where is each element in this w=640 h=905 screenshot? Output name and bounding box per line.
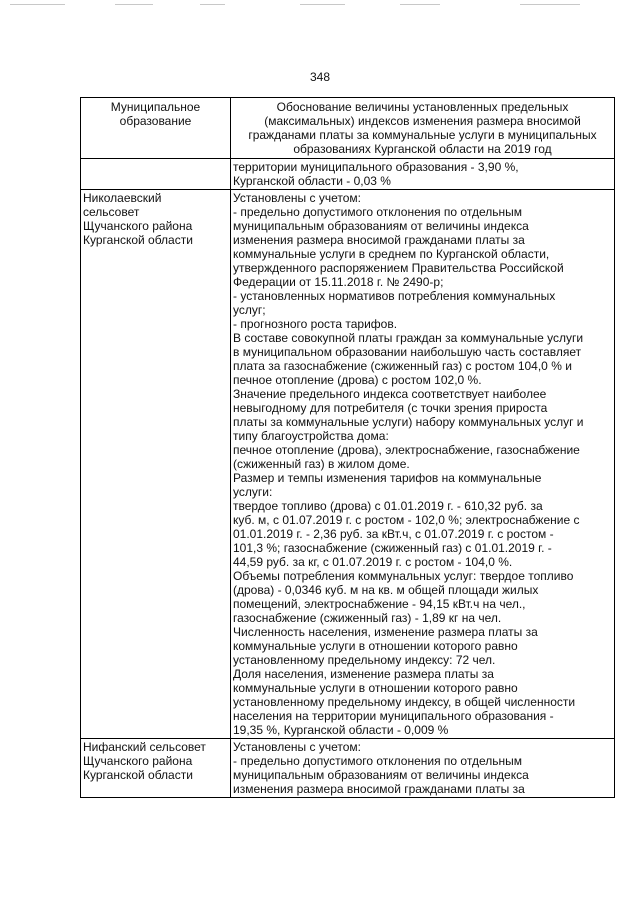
justification-cell xyxy=(231,159,615,190)
page-number: 348 xyxy=(309,70,331,84)
justification-line: 19,35 %, Курганской области - 0,009 % xyxy=(233,723,449,737)
municipality-cell xyxy=(81,190,231,739)
header-justification: Обоснование величины установленных предельных (максимальных) индексов изменения размера вносимой гражданами платы за коммунальные услуги в муниципальных образованиях Курганской области на 2019 год xyxy=(231,98,615,159)
justification-line: в муниципальном образовании наибольшую часть составляет xyxy=(233,345,582,359)
justification-line: (сжиженный газ) в жилом доме. xyxy=(233,457,410,471)
justification-line: плата за газоснабжение (сжиженный газ) с ростом 104,0 % и xyxy=(233,359,572,373)
justification-line: газоснабжение (сжиженный газ) - 1,89 кг на чел. xyxy=(233,611,502,625)
justification-line: коммунальные услуги в среднем по Курганской области, xyxy=(233,247,550,261)
justification-line: установленному предельному индексу: 72 чел. xyxy=(233,653,496,667)
justification-line: Федерации от 15.11.2018 г. № 2490-р; xyxy=(233,275,444,289)
justification-line: печное отопление (дрова), электроснабжение, газоснабжение xyxy=(233,443,580,457)
justification-line: Доля населения, изменение размера платы за xyxy=(233,667,494,681)
header-municipality: Муниципальное образование xyxy=(81,98,231,159)
justification-line: куб. м, с 01.07.2019 г. с ростом - 102,0 %; электроснабжение с xyxy=(233,513,580,527)
justification-line: - прогнозного роста тарифов. xyxy=(233,317,398,331)
justification-line: муниципальным образованиям от величины индекса xyxy=(233,219,529,233)
justification-line: Установлены с учетом: xyxy=(233,740,361,754)
scan-artifacts xyxy=(0,4,640,7)
justification-line: - предельно допустимого отклонения по отдельным xyxy=(233,754,522,768)
justification-line: муниципальным образованиям от величины индекса xyxy=(233,768,529,782)
municipality-line: Николаевский xyxy=(83,191,162,205)
justification-line: услуги: xyxy=(233,485,273,499)
justification-line: Объемы потребления коммунальных услуг: твердое топливо xyxy=(233,569,574,583)
justification-line: изменения размера вносимой гражданами платы за xyxy=(233,233,525,247)
table-row xyxy=(81,739,615,798)
justification-line: невыгодному для потребителя (с точки зрения прироста xyxy=(233,401,548,415)
justification-line: коммунальные услуги в отношении которого равно xyxy=(233,639,518,653)
justification-line: утвержденного распоряжением Правительства Российской xyxy=(233,261,564,275)
municipality-line: Щучанского района xyxy=(83,754,193,768)
tariff-table xyxy=(80,97,615,798)
justification-line: - предельно допустимого отклонения по отдельным xyxy=(233,205,522,219)
justification-line: (дрова) - 0,0346 куб. м на кв. м общей площади жилых xyxy=(233,583,539,597)
justification-line: территории муниципального образования - 3,90 %, xyxy=(233,160,519,174)
justification-line: коммунальные услуги в отношении которого равно xyxy=(233,681,518,695)
municipality-line: Курганской области xyxy=(83,768,193,782)
table-row xyxy=(81,190,615,739)
justification-line: изменения размера вносимой гражданами платы за xyxy=(233,782,525,796)
justification-line: - установленных нормативов потребления коммунальных xyxy=(233,289,556,303)
justification-line: 44,59 руб. за кг, с 01.07.2019 г. с ростом - 104,0 %. xyxy=(233,555,513,569)
table-row xyxy=(81,159,615,190)
justification-line: печное отопление (дрова) с ростом 102,0 %. xyxy=(233,373,482,387)
justification-line: Курганской области - 0,03 % xyxy=(233,174,391,188)
justification-line: 01.01.2019 г. - 2,36 руб. за кВт.ч, с 01.07.2019 г. с ростом - xyxy=(233,527,554,541)
municipality-line: Нифанский сельсовет xyxy=(83,740,206,754)
municipality-line: Курганской области xyxy=(83,233,193,247)
justification-line: услуг; xyxy=(233,303,266,317)
justification-line: Установлены с учетом: xyxy=(233,191,361,205)
justification-line: помещений, электроснабжение - 94,15 кВт.ч на чел., xyxy=(233,597,526,611)
justification-line: твердое топливо (дрова) с 01.01.2019 г. - 610,32 руб. за xyxy=(233,499,543,513)
justification-line: 101,3 %; газоснабжение (сжиженный газ) с 01.01.2019 г. - xyxy=(233,541,552,555)
justification-line: установленному предельному индексу, в общей численности xyxy=(233,695,576,709)
justification-line: Размер и темпы изменения тарифов на коммунальные xyxy=(233,471,542,485)
municipality-line: сельсовет xyxy=(83,205,140,219)
municipality-cell xyxy=(81,739,231,798)
municipality-cell xyxy=(81,159,231,190)
justification-cell xyxy=(231,190,615,739)
table-header-row xyxy=(81,98,615,159)
justification-line: платы за коммунальные услуги) набору коммунальных услуг и xyxy=(233,415,584,429)
justification-line: населения на территории муниципального образования - xyxy=(233,709,554,723)
justification-line: Численность населения, изменение размера платы за xyxy=(233,625,538,639)
justification-line: типу благоустройства дома: xyxy=(233,429,389,443)
justification-cell xyxy=(231,739,615,798)
justification-line: Значение предельного индекса соответствует наиболее xyxy=(233,387,547,401)
municipality-line: Щучанского района xyxy=(83,219,193,233)
justification-line: В составе совокупной платы граждан за коммунальные услуги xyxy=(233,331,584,345)
